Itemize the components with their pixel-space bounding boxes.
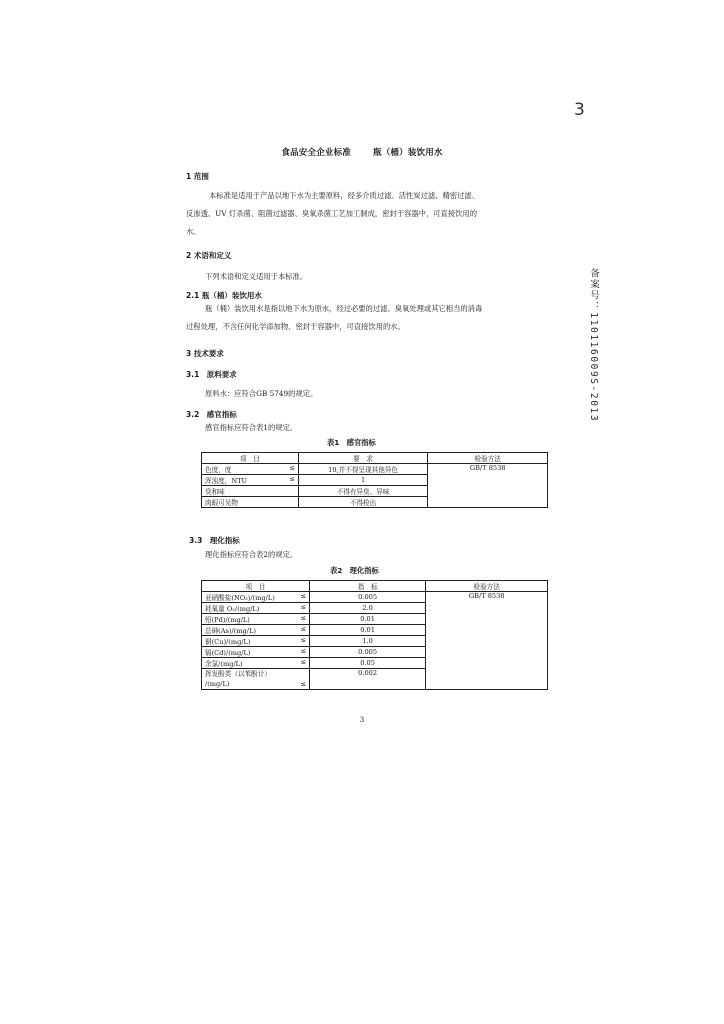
value-cell: 2.0: [309, 603, 426, 614]
corner-mark: 3: [574, 100, 585, 120]
method-cell: GB/T 8538: [428, 464, 548, 508]
method-cell: GB/T 8538: [426, 592, 548, 690]
section-1-heading: 1 范围: [186, 172, 209, 181]
item-cell: 铅(Pd)/(mg/L) ≤: [202, 614, 310, 625]
table-1-caption: 表1 感官指标: [327, 438, 376, 447]
title-product-name: 瓶（桶）装饮用水: [373, 148, 443, 158]
header-method: 检验方法: [428, 453, 548, 464]
item-cell: 臭和味: [202, 486, 299, 497]
section-3-3-heading: 3.3 理化指标: [189, 536, 240, 545]
value-cell: 0.005: [309, 592, 426, 603]
item-cell: 浑浊度，NTU ≤: [202, 475, 299, 486]
definition-line-1: 瓶（桶）装饮用水是指以地下水为原水，经过必要的过滤、臭氧处理或其它相当的消毒: [205, 304, 483, 313]
terms-intro: 下列术语和定义适用于本标准。: [205, 272, 308, 281]
requirement-cell: 1: [298, 475, 428, 486]
section-3-1-heading: 3.1 原料要求: [186, 370, 237, 379]
requirement-cell: 不得检出: [298, 497, 428, 508]
sensory-intro: 感官指标应符合表1的规定。: [205, 423, 298, 432]
requirement-cell: 不得有异臭、异味: [298, 486, 428, 497]
table-header-row: [202, 581, 548, 592]
item-cell: 亚硝酸盐(NO₂)/(mg/L) ≤: [202, 592, 310, 603]
document-title: [0, 146, 724, 158]
title-standard-type: 食品安全企业标准: [281, 148, 351, 158]
sensory-table: [201, 452, 548, 508]
value-cell: 0.05: [309, 658, 426, 669]
item-cell: 挥发酚类（以苯酚计） /(mg/L) ≤: [202, 669, 310, 690]
item-cell: 铜(Cu)/(mg/L) ≤: [202, 636, 310, 647]
item-cell: 肉眼可见物: [202, 497, 299, 508]
registration-stamp: 备案号：110116009S-2013: [588, 268, 599, 423]
item-cell: 镉(Cd)/(mg/L) ≤: [202, 647, 310, 658]
header-item: 项 目: [202, 581, 310, 592]
header-item: 项 目: [202, 453, 299, 464]
raw-material-text: 原料水：应符合GB 5749的规定。: [205, 389, 318, 398]
scope-line-2: 反渗透、UV 灯杀菌、阻菌过滤器、臭氧杀菌工艺加工制成，密封于容器中，可直接饮用的: [186, 209, 478, 218]
section-2-heading: 2 术语和定义: [186, 251, 232, 260]
section-3-2-heading: 3.2 感官指标: [186, 410, 237, 419]
header-requirement: 要 求: [298, 453, 428, 464]
definition-line-2: 过程处理，不含任何化学添加物、密封于容器中，可直接饮用的水。: [186, 322, 405, 331]
table-2-caption: 表2 理化指标: [330, 566, 379, 575]
item-cell: 余氯/(mg/L) ≤: [202, 658, 310, 669]
value-cell: 0.01: [309, 614, 426, 625]
scope-line-3: 水。: [186, 227, 201, 236]
scope-line-1: 本标准是适用于产品以地下水为主要原料，经多介质过滤、活性炭过滤、精密过滤、: [209, 191, 479, 200]
value-cell: 1.0: [309, 636, 426, 647]
page-number: 3: [359, 716, 365, 724]
requirement-cell: 10,并不得呈现其他异色: [298, 464, 428, 475]
item-cell: 耗氧量 O₂/(mg/L) ≤: [202, 603, 310, 614]
table-row: [202, 592, 548, 603]
physchem-intro: 理化指标应符合表2的规定。: [205, 550, 298, 559]
table-row: [202, 464, 548, 475]
table-header-row: [202, 453, 548, 464]
value-cell: 0.005: [309, 647, 426, 658]
header-value: 指 标: [309, 581, 426, 592]
header-method: 检验方法: [426, 581, 548, 592]
physchem-table: [201, 580, 548, 690]
section-3-heading: 3 技术要求: [186, 349, 224, 358]
value-cell: 0.002: [309, 669, 426, 690]
section-2-1-heading: 2.1 瓶（桶）装饮用水: [186, 291, 262, 300]
item-cell: 色度，度 ≤: [202, 464, 299, 475]
value-cell: 0.01: [309, 625, 426, 636]
item-cell: 总砷(As)/(mg/L) ≤: [202, 625, 310, 636]
